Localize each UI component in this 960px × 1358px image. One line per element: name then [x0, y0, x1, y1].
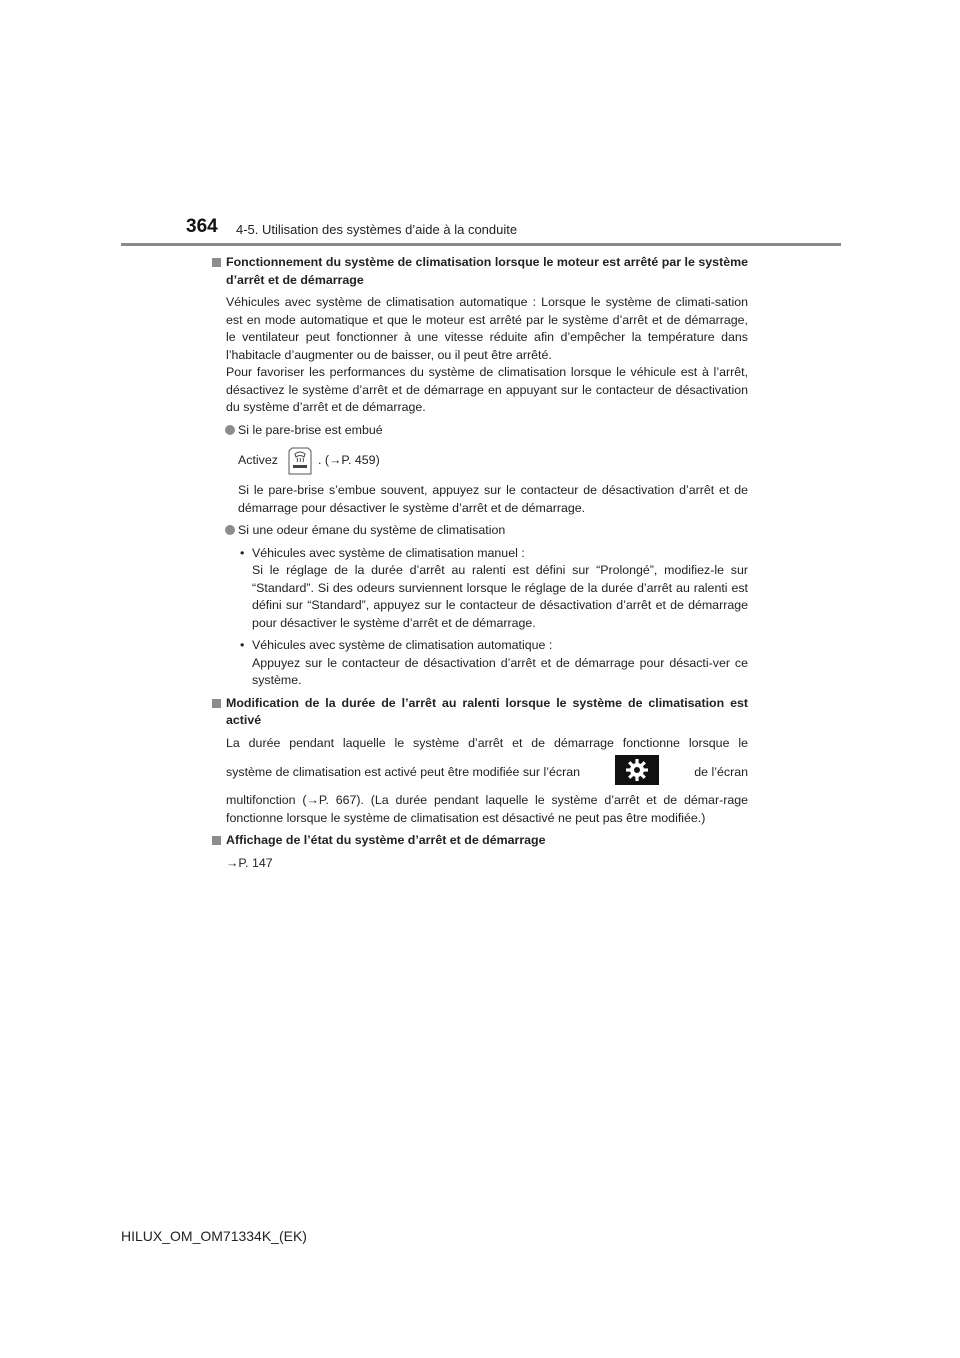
- sub-list-item: • Véhicules avec système de climatisation manuel : Si le réglage de la durée d’arrêt au ralenti est défini sur “Prolongé”, modifiez-le sur “Standard”. Si des odeurs surviennent lorsque le réglage de la durée d’arrêt au ralenti est défini sur “Standard”, appuyez sur le contacteur de désactivation d’arrêt et de démarrage pour désactiver le système d’arrêt et de démarrage.: [240, 545, 748, 630]
- sub-list-item: • Véhicules avec système de climatisation automatique : Appuyez sur le contacteur de désactivation d’arrêt et de démarrage pour désacti-ver ce système.: [240, 638, 748, 687]
- paragraph-with-icon: système de climatisation est activé peut être modifiée sur l’écran de l’écran: [212, 752, 748, 792]
- settings-gear-icon: [615, 755, 659, 785]
- page-number: 364: [186, 216, 218, 237]
- paragraph: Si le pare-brise s’embue souvent, appuyez sur le contacteur de désactivation d’arrêt et de démarrage pour désactiver le système d’arrêt et de démarrage.: [238, 483, 748, 515]
- paragraph: Pour favoriser les performances du système de climatisation lorsque le véhicule est à l’arrêt, désactivez le système d’arrêt et de démarrage en appuyant sur le contacteur de désactivation du système d’arrêt et de démarrage.: [226, 365, 748, 414]
- circle-bullet-icon: [225, 525, 235, 535]
- list-item: Si le pare-brise est embué: [212, 422, 748, 440]
- activez-line: Activez . (→P. 459): [212, 444, 748, 478]
- page-reference: →P. 147: [226, 855, 273, 870]
- section-title: 4-5. Utilisation des systèmes d’aide à la conduite: [236, 222, 518, 237]
- paragraph: multifonction (→P. 667). (La durée pendant laquelle le système d’arrêt et de démar-rage fonctionne lorsque le système de climatisation est désactivé ne peut pas être modifiée.): [226, 793, 748, 825]
- header-divider: [121, 243, 841, 246]
- front-defroster-icon: [288, 447, 312, 475]
- square-bullet-icon: [212, 699, 221, 708]
- circle-bullet-icon: [225, 425, 235, 435]
- paragraph: La durée pendant laquelle le système d’arrêt et de démarrage fonctionne lorsque le: [226, 735, 748, 750]
- heading-status-display: Affichage de l’état du système d’arrêt et de démarrage: [212, 832, 748, 850]
- paragraph: Véhicules avec système de climatisation automatique : Lorsque le système de climati-sation est en mode automatique et que le moteur est arrêté par le système d’arrêt et de démarrage, le ventilateur peut fonctionner à une vitesse réduite afin d’empêcher la température dans l’habitacle d’augmenter ou de baisser, ou il peut être arrêté.: [226, 295, 748, 362]
- heading-idle-duration: Modification de la durée de l’arrêt au ralenti lorsque le système de climatisation est activé: [212, 695, 748, 730]
- document-code: HILUX_OM_OM71334K_(EK): [121, 1228, 307, 1244]
- square-bullet-icon: [212, 836, 221, 845]
- page-content: [212, 254, 748, 877]
- square-bullet-icon: [212, 258, 221, 267]
- heading-ac-operation: Fonctionnement du système de climatisation lorsque le moteur est arrêté par le système d’arrêt et de démarrage: [212, 254, 748, 289]
- list-item: Si une odeur émane du système de climatisation: [212, 522, 748, 540]
